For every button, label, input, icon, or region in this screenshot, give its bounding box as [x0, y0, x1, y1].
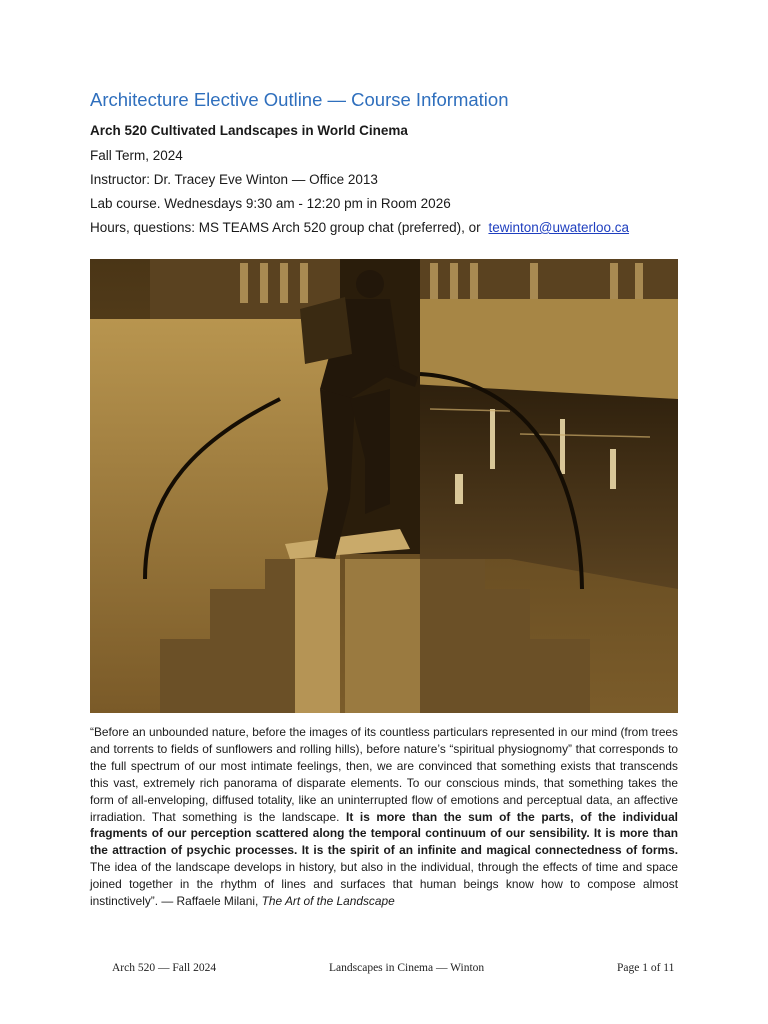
hours-text: Hours, questions: MS TEAMS Arch 520 group chat (preferred), or — [90, 220, 481, 235]
right-grass — [420, 299, 678, 399]
stone-slab — [345, 559, 420, 713]
footer-left: Arch 520 — Fall 2024 — [112, 962, 217, 974]
course-title: Arch 520 Cultivated Landscapes in World Cinema — [90, 123, 408, 138]
sepia-photo — [90, 259, 678, 713]
quote-source-title: The Art of the Landscape — [261, 894, 395, 909]
term-line: Fall Term, 2024 — [90, 148, 183, 163]
quote-paragraph — [90, 724, 678, 910]
email-link[interactable]: tewinton@uwaterloo.ca — [488, 220, 629, 235]
plank — [295, 559, 340, 713]
hours-line — [90, 220, 629, 235]
footer-center: Landscapes in Cinema — Winton — [329, 962, 485, 974]
quote-text-end: The idea of the landscape develops in history, but also in the individual, through the effects of time and space joined together in the rhythm of lines and surfaces that human beings know how to compose almost instinctively”. — Raffaele Milani, — [90, 860, 678, 909]
photo-illustration — [90, 259, 678, 713]
lab-line: Lab course. Wednesdays 9:30 am - 12:20 pm in Room 2026 — [90, 196, 451, 211]
pond — [410, 384, 678, 589]
quote-bold-text: It is more than the sum of the parts, of the individual fragments of our perception scattered along the temporal continuum of our sensibility. It is more than the attraction of psychic processes. It is the spirit of an infinite and magical connectedness of forms. — [90, 809, 678, 858]
document-heading: Architecture Elective Outline — Course Information — [90, 89, 509, 110]
quote-text-start: “Before an unbounded nature, before the images of its countless particulars represented in our mind (from trees and torrents to fields of sunflowers and rolling hills), before nature’s “spiritual physiognomy” that corresponds to the full spectrum of our most intimate feelings, then, we are convinced that something exists that transcends this vast, extremely rich panorama of disparate elements. To our conscious minds, that something takes the form of all-enveloping, diffused totality, like an uninterrupted flow of emotions and perceptual data, an affective irradiation. That something is the landscape. — [90, 725, 678, 824]
instructor-line: Instructor: Dr. Tracey Eve Winton — Office 2013 — [90, 172, 378, 187]
footer-page-number: Page 1 of 11 — [617, 962, 675, 974]
